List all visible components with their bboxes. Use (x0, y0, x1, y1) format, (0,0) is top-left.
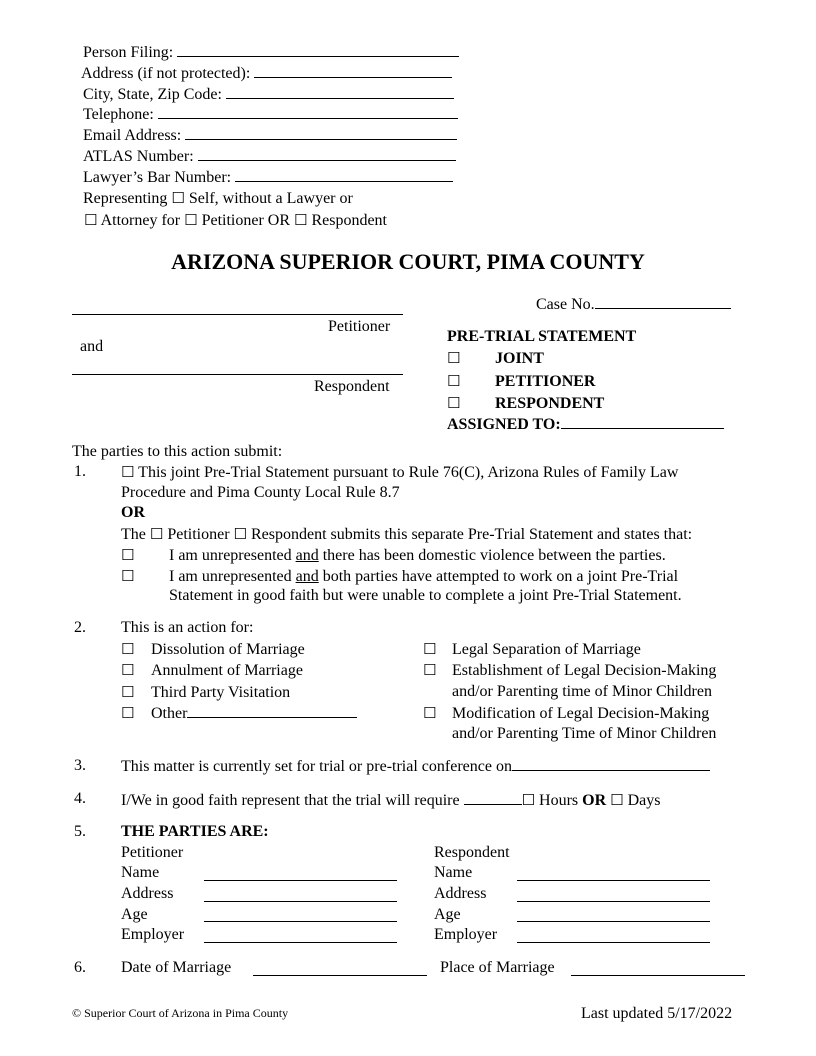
dv-option-row (121, 545, 666, 566)
section-2-number: 2. (74, 619, 86, 636)
trial-date-field[interactable] (512, 756, 710, 771)
legal-separation-row (423, 639, 641, 660)
good-faith-option-row (121, 566, 678, 587)
caption-and-label: and (80, 338, 104, 355)
footer-updated: Last updated 5/17/2022 (581, 1005, 733, 1022)
atlas-field[interactable] (198, 146, 456, 161)
good-faith-checkbox[interactable]: ☐ (121, 567, 135, 585)
dissolution-row (121, 639, 305, 660)
atlas-label: ATLAS Number: (83, 148, 194, 165)
resp-address-field[interactable] (517, 901, 710, 902)
dissolution-label: Dissolution of Marriage (151, 641, 305, 658)
dv-text-b: there has been domestic violence between the parties. (322, 547, 666, 564)
email-label: Email Address: (83, 127, 182, 144)
statement-respondent-checkbox[interactable]: ☐ (447, 394, 461, 412)
assigned-to-label: ASSIGNED TO: (447, 416, 561, 433)
trial-length-field[interactable] (464, 790, 522, 805)
dissolution-checkbox[interactable]: ☐ (121, 640, 135, 658)
separate-respondent-checkbox[interactable]: ☐ (233, 525, 247, 543)
attorney-checkbox[interactable]: ☐ (84, 211, 98, 229)
address-label: Address (if not protected): (81, 65, 251, 82)
person-filing-field[interactable] (177, 42, 459, 57)
joint-statement-checkbox[interactable]: ☐ (121, 463, 135, 481)
third-party-row (121, 682, 290, 703)
separate-the: The (121, 526, 146, 543)
statement-title: PRE-TRIAL STATEMENT (447, 328, 637, 345)
attorney-row (84, 210, 387, 231)
pet-address-field[interactable] (204, 901, 397, 902)
modification-row (423, 703, 709, 724)
dv-checkbox[interactable]: ☐ (121, 546, 135, 564)
section-1-number: 1. (74, 463, 86, 480)
modification-checkbox[interactable]: ☐ (423, 704, 437, 722)
joint-statement-text: This joint Pre-Trial Statement pursuant to Rule 76(C), Arizona Rules of Family Law (138, 464, 679, 481)
attorney-label: Attorney for (100, 212, 181, 229)
place-of-marriage-field[interactable] (571, 975, 745, 976)
intro-text: The parties to this action submit: (72, 443, 283, 460)
person-filing-row (83, 42, 459, 63)
good-faith-text-2: Statement in good faith but were unable to complete a joint Pre-Trial Statement. (169, 587, 682, 604)
statement-joint-row (447, 348, 544, 369)
resp-name-field[interactable] (517, 880, 710, 881)
days-label: Days (627, 792, 661, 809)
resp-employer-field[interactable] (517, 942, 710, 943)
caption-petitioner-label: Petitioner (328, 318, 391, 335)
pet-name-label: Name (121, 864, 160, 881)
bar-field[interactable] (235, 167, 453, 182)
telephone-label: Telephone: (83, 106, 154, 123)
self-checkbox[interactable]: ☐ (171, 189, 185, 207)
representing-row (83, 188, 353, 209)
modification-label-2: and/or Parenting Time of Minor Children (452, 725, 717, 742)
annulment-row (121, 660, 303, 681)
establishment-label-2: and/or Parenting time of Minor Children (452, 683, 712, 700)
establishment-label: Establishment of Legal Decision-Making (452, 662, 717, 679)
trial-length-label: I/We in good faith represent that the trial will require (121, 792, 460, 809)
telephone-row (83, 104, 458, 125)
attorney-petitioner-checkbox[interactable]: ☐ (184, 211, 198, 229)
annulment-checkbox[interactable]: ☐ (121, 661, 135, 679)
pet-age-field[interactable] (204, 921, 397, 922)
statement-petitioner-row (447, 371, 595, 392)
caption-respondent-label: Respondent (314, 378, 390, 395)
joint-statement-row (121, 462, 678, 483)
attorney-petitioner-label: Petitioner OR (201, 212, 290, 229)
statement-petitioner-checkbox[interactable]: ☐ (447, 372, 461, 390)
good-faith-text-b: both parties have attempted to work on a joint Pre-Trial (322, 568, 679, 585)
days-checkbox[interactable]: ☐ (610, 791, 624, 809)
hours-or-days: OR (582, 792, 607, 809)
establishment-checkbox[interactable]: ☐ (423, 661, 437, 679)
annulment-label: Annulment of Marriage (151, 662, 303, 679)
place-of-marriage-label: Place of Marriage (440, 959, 555, 976)
section-4-number: 4. (74, 790, 86, 807)
hours-checkbox[interactable]: ☐ (521, 791, 536, 809)
other-row (121, 703, 357, 724)
section-1-or: OR (121, 504, 145, 521)
date-of-marriage-field[interactable] (253, 975, 427, 976)
section-5-number: 5. (74, 823, 86, 840)
statement-respondent-label: RESPONDENT (495, 395, 605, 412)
address-field[interactable] (254, 63, 452, 78)
bar-label: Lawyer’s Bar Number: (83, 169, 232, 186)
city-label: City, State, Zip Code: (83, 86, 222, 103)
atlas-row (83, 146, 456, 167)
resp-age-field[interactable] (517, 921, 710, 922)
joint-statement-text-2: Procedure and Pima County Local Rule 8.7 (121, 484, 400, 501)
separate-respondent-text: Respondent submits this separate Pre-Trial Statement and states that: (251, 526, 693, 543)
case-no-label: Case No. (536, 296, 595, 313)
resp-name-label: Name (434, 864, 473, 881)
parties-title: THE PARTIES ARE: (121, 823, 269, 840)
email-row (83, 125, 457, 146)
court-title: ARIZONA SUPERIOR COURT, PIMA COUNTY (171, 249, 645, 274)
attorney-respondent-checkbox[interactable]: ☐ (294, 211, 308, 229)
third-party-label: Third Party Visitation (151, 684, 291, 701)
resp-employer-label: Employer (434, 926, 498, 943)
assigned-to-row (447, 414, 724, 435)
representing-label: Representing (83, 190, 168, 207)
other-checkbox[interactable]: ☐ (121, 704, 135, 722)
section-3-number: 3. (74, 757, 86, 774)
trial-length-row (121, 790, 661, 811)
separate-petitioner-label: Petitioner (167, 526, 230, 543)
pet-employer-label: Employer (121, 926, 185, 943)
dv-text-a: I am unrepresented (169, 547, 292, 564)
parties-petitioner-heading: Petitioner (121, 844, 184, 861)
good-faith-text-a: I am unrepresented (169, 568, 292, 585)
pet-address-label: Address (121, 885, 174, 902)
other-label: Other (151, 705, 188, 722)
self-label: Self, without a Lawyer or (188, 190, 353, 207)
petitioner-name-line[interactable] (72, 314, 403, 315)
trial-date-row (121, 756, 710, 777)
resp-age-label: Age (434, 906, 461, 923)
telephone-field[interactable] (158, 104, 458, 119)
dv-and: and (295, 547, 319, 564)
case-no-field[interactable] (595, 294, 731, 309)
legal-separation-checkbox[interactable]: ☐ (423, 640, 437, 658)
city-row (83, 84, 454, 105)
modification-label: Modification of Legal Decision-Making (452, 705, 710, 722)
city-field[interactable] (226, 84, 454, 99)
case-no-row (536, 294, 731, 315)
pet-age-label: Age (121, 906, 148, 923)
bar-row (83, 167, 453, 188)
joint-checkbox[interactable]: ☐ (447, 349, 461, 367)
footer-copyright: © Superior Court of Arizona in Pima County (72, 1006, 289, 1020)
good-faith-and: and (295, 568, 319, 585)
hours-label: Hours (539, 792, 579, 809)
respondent-name-line[interactable] (72, 374, 403, 375)
attorney-respondent-label: Respondent (311, 212, 387, 229)
pet-name-field[interactable] (204, 880, 397, 881)
statement-respondent-row (447, 393, 604, 414)
separate-statement-row (121, 524, 692, 545)
other-field[interactable] (187, 703, 357, 718)
address-row (81, 63, 452, 84)
parties-respondent-heading: Respondent (434, 844, 510, 861)
joint-label: JOINT (495, 350, 544, 367)
date-of-marriage-label: Date of Marriage (121, 959, 232, 976)
person-filing-label: Person Filing: (83, 44, 174, 61)
action-for-label: This is an action for: (121, 619, 254, 636)
email-field[interactable] (185, 125, 457, 140)
pet-employer-field[interactable] (204, 942, 397, 943)
section-6-number: 6. (74, 959, 86, 976)
legal-separation-label: Legal Separation of Marriage (452, 641, 641, 658)
assigned-to-field[interactable] (561, 414, 724, 429)
statement-petitioner-label: PETITIONER (495, 373, 596, 390)
establishment-row (423, 660, 716, 681)
resp-address-label: Address (434, 885, 487, 902)
third-party-checkbox[interactable]: ☐ (121, 683, 135, 701)
trial-date-label: This matter is currently set for trial or pre-trial conference on (121, 758, 512, 775)
separate-petitioner-checkbox[interactable]: ☐ (149, 525, 164, 543)
